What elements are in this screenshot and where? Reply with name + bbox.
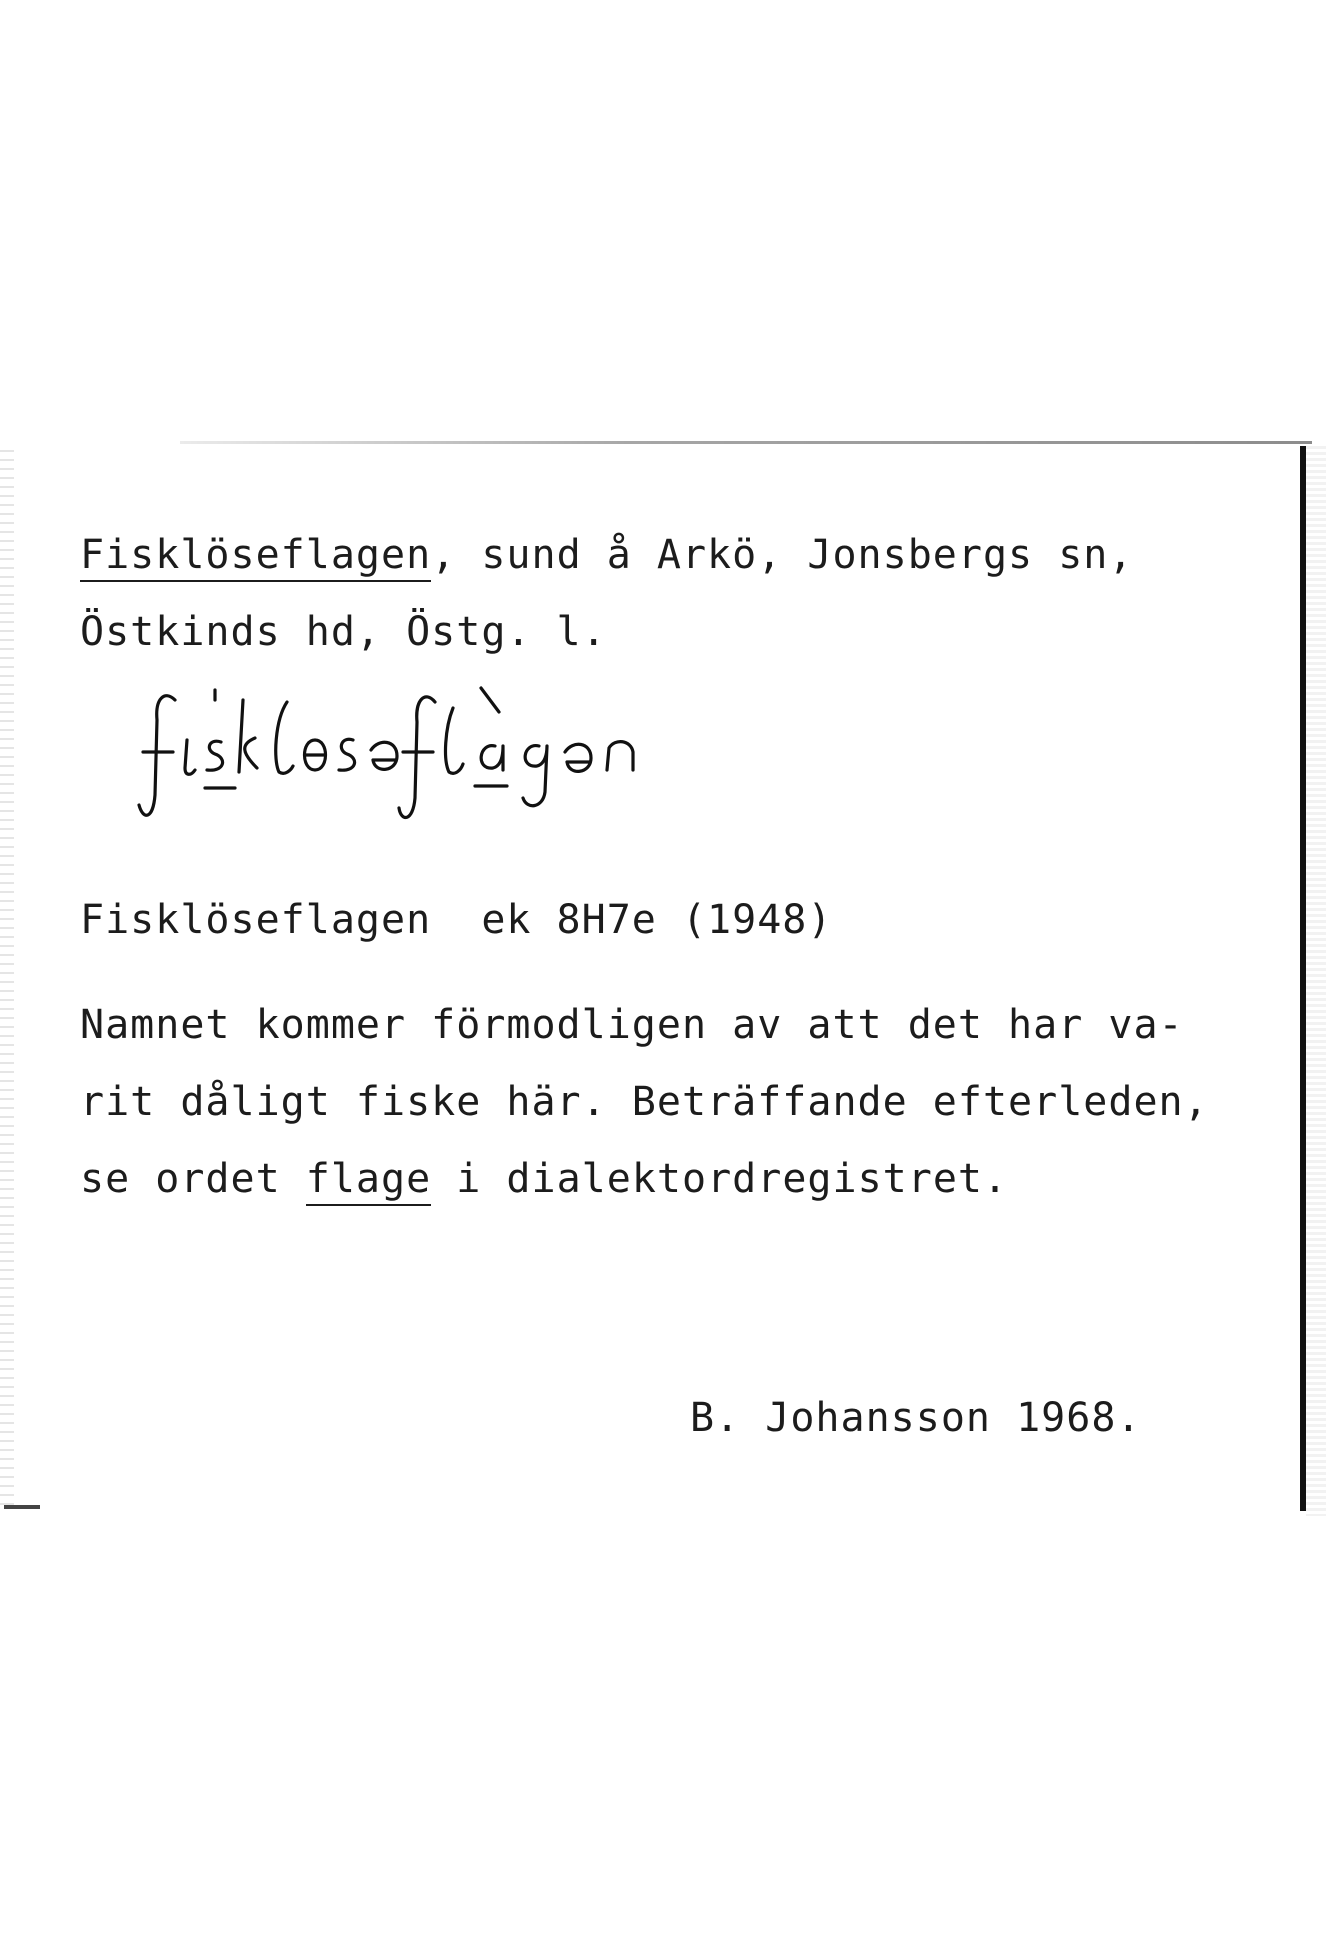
entry-line-2: Östkinds hd, Östg. l. [80,609,607,655]
author-signature: B. Johansson 1968. [690,1395,1142,1441]
card-right-shadow [1306,446,1326,1516]
note-line-3-end: i dialektordregistret. [431,1156,1009,1202]
note-line-2: rit dåligt fiske här. Beträffande efterleden, [80,1079,1209,1125]
cross-reference-word: flage [306,1156,431,1206]
note-line-3 [80,1156,1009,1202]
entry-location: , sund å Arkö, Jonsbergs sn, [431,532,1134,578]
entry-line-1 [80,532,1134,578]
scan-mark [4,1505,40,1509]
entry-headword: Fisklöseflagen [80,532,431,582]
note-line-3-start: se ordet [80,1156,306,1202]
scan-speckle [0,450,14,1510]
note-line-1: Namnet kommer förmodligen av att det har va- [80,1002,1184,1048]
handwritten-phonetic-transcription [135,680,755,840]
card-top-edge [180,441,1312,444]
source-reference: Fisklöseflagen ek 8H7e (1948) [80,897,833,943]
